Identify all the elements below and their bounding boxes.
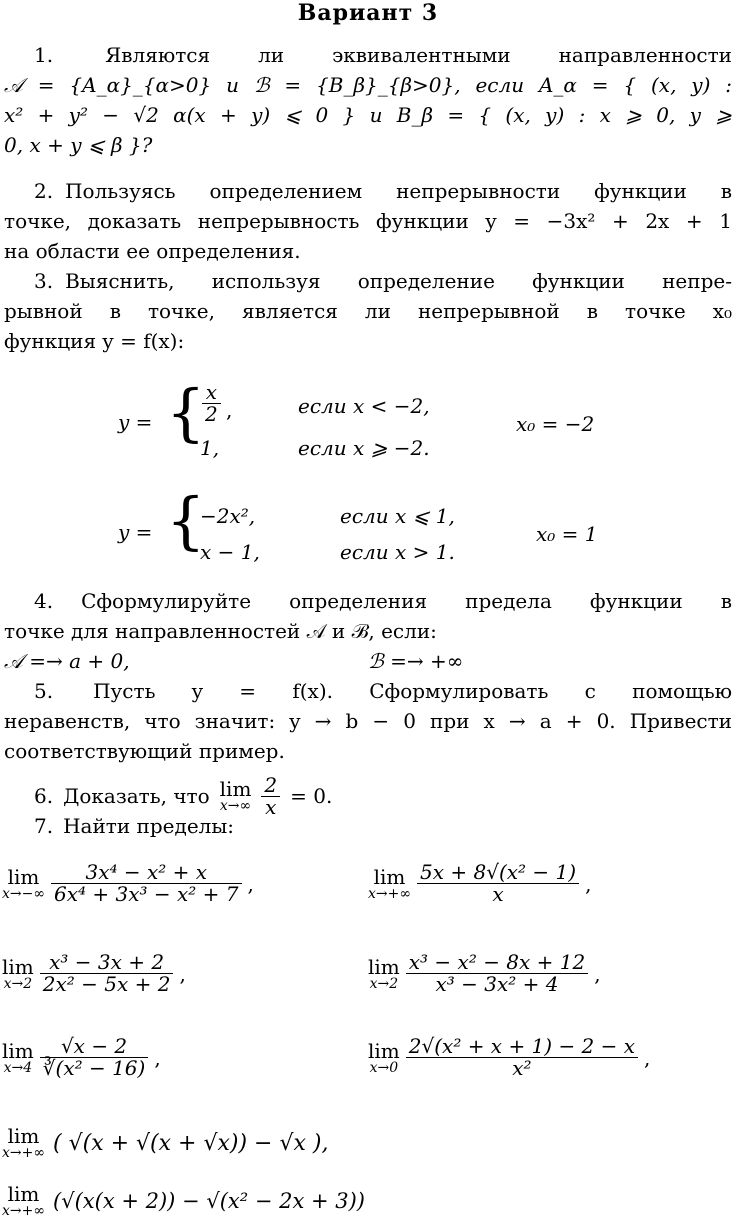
limit-operator: lim bbox=[368, 1038, 400, 1063]
system-2-case2-expr: x − 1, bbox=[200, 540, 260, 564]
limit-operator: lim bbox=[7, 1124, 40, 1148]
system-2-x0: x₀ = 1 bbox=[536, 522, 598, 546]
problem-4-left: 𝒜 =→ a + 0, bbox=[4, 649, 130, 673]
limit-item bbox=[2, 1036, 161, 1079]
fraction-numerator: √x − 2 bbox=[40, 1036, 149, 1058]
fraction-numerator: 3x⁴ − x² + x bbox=[51, 862, 241, 884]
limit-operator-group bbox=[368, 954, 400, 992]
limit-operator: lim bbox=[373, 864, 406, 889]
limit-operator: lim bbox=[7, 1182, 40, 1206]
limit-subscript: x→−∞ bbox=[2, 885, 46, 902]
fraction-denominator: x bbox=[265, 794, 277, 819]
problem-4-line2: точке для направленностей 𝒜 и ℬ, если: bbox=[4, 619, 437, 643]
page-title: Вариант 3 bbox=[297, 0, 439, 26]
problem-1-line3: x² + y² − √2 α(x + y) ⩽ 0 } и B_β = { (x, y) : x ⩾ 0, y ⩾ bbox=[4, 103, 732, 127]
piecewise-system-2 bbox=[118, 484, 638, 576]
limit-fraction bbox=[51, 862, 241, 905]
system-1-x0: x₀ = −2 bbox=[516, 412, 595, 436]
problem-2-number: 2. bbox=[34, 179, 54, 203]
problem-7-number: 7. bbox=[34, 814, 54, 838]
limit-operator-group bbox=[368, 864, 412, 902]
limit-fraction bbox=[40, 952, 174, 995]
limit-subscript: x→2 bbox=[3, 975, 33, 992]
limit-expression: (√(x(x + 2)) − √(x² − 2x + 3)) bbox=[53, 1189, 365, 1213]
limit-operator: lim bbox=[368, 954, 400, 979]
problem-2-line3: на области ее определения. bbox=[4, 239, 301, 263]
problem-4 bbox=[4, 586, 732, 676]
fraction-denominator: ∛(x² − 16) bbox=[42, 1056, 146, 1080]
system-2-brace: { bbox=[166, 484, 206, 557]
limit-operator: lim bbox=[219, 777, 252, 801]
limit-subscript: x→+∞ bbox=[2, 1203, 46, 1219]
problem-3-line1: Выяснить, используя определение функции непре- bbox=[65, 269, 732, 293]
limit-fraction bbox=[406, 1036, 638, 1079]
problem-5-line3: соответствующий пример. bbox=[4, 739, 285, 763]
system-1-case1-den: 2 bbox=[205, 402, 218, 426]
problem-2-line2: точке, доказать непрерывность функции y = −3x² + 2x + 1 bbox=[4, 209, 732, 233]
limit-item bbox=[2, 952, 186, 995]
fraction-denominator: x² bbox=[512, 1056, 532, 1080]
problem-6-limit bbox=[220, 779, 252, 813]
system-1-brace: { bbox=[166, 376, 206, 449]
system-1-case1-num: x bbox=[202, 382, 221, 404]
fraction-numerator: 2 bbox=[261, 775, 280, 797]
problem-6-tail: = 0. bbox=[290, 784, 333, 808]
limit-item bbox=[368, 862, 591, 905]
problem-1-line4: 0, x + y ⩽ β }? bbox=[4, 133, 153, 157]
system-1-case1-fraction bbox=[202, 382, 221, 425]
problem-5 bbox=[4, 676, 732, 766]
limit-item-8 bbox=[2, 1184, 365, 1218]
problem-4-right: ℬ =→ +∞ bbox=[368, 649, 464, 673]
problem-6-fraction bbox=[261, 772, 280, 819]
limit-operator: lim bbox=[7, 864, 40, 889]
limits-grid bbox=[2, 862, 734, 1112]
problem-1-number: 1. bbox=[34, 43, 54, 67]
problem-4-number: 4. bbox=[34, 589, 54, 613]
fraction-denominator: 6x⁴ + 3x³ − x² + 7 bbox=[54, 882, 239, 906]
system-2-lhs: y = bbox=[118, 520, 153, 544]
limit-fraction bbox=[406, 952, 588, 995]
limit-operator-group bbox=[2, 864, 46, 902]
limit-expression: ( √(x + √(x + √x)) − √x ), bbox=[53, 1130, 329, 1156]
problem-3-number: 3. bbox=[34, 269, 54, 293]
limit-item bbox=[2, 862, 254, 905]
limit-subscript: x→+∞ bbox=[2, 1145, 46, 1161]
limit-item bbox=[368, 952, 601, 995]
limit-operator-group bbox=[2, 1126, 45, 1160]
system-1-case1-cond: если x < −2, bbox=[298, 394, 430, 418]
fraction-denominator: 2x² − 5x + 2 bbox=[42, 972, 171, 996]
limit-subscript: x→4 bbox=[3, 1059, 33, 1076]
limit-operator: lim bbox=[2, 954, 34, 979]
problem-3 bbox=[4, 266, 732, 356]
problem-4-line1: Сформулируйте определения предела функции в bbox=[81, 589, 732, 613]
problem-2-line1: Пользуясь определением непрерывности функции в bbox=[65, 179, 732, 203]
limit-tail: , bbox=[154, 1045, 161, 1070]
fraction-numerator: x³ − 3x + 2 bbox=[40, 952, 174, 974]
fraction-numerator: 5x + 8√(x² − 1) bbox=[417, 862, 579, 884]
system-2-case1-cond: если x ⩽ 1, bbox=[340, 504, 455, 528]
limit-subscript: x→+∞ bbox=[368, 885, 412, 902]
problem-1-line2: 𝒜 = {A_α}_{α>0} и ℬ = {B_β}_{β>0}, если A_α = { (x, y) : bbox=[4, 73, 732, 97]
limit-fraction bbox=[40, 1036, 149, 1079]
problem-2 bbox=[4, 176, 732, 266]
problem-1 bbox=[4, 40, 732, 160]
system-1-lhs: y = bbox=[118, 410, 153, 434]
system-1-case1-comma: , bbox=[226, 398, 233, 422]
system-2-case2-cond: если x > 1. bbox=[340, 540, 455, 564]
problem-3-line2: рывной в точке, является ли непрерывной в точке x₀ bbox=[4, 299, 732, 323]
problem-6-number: 6. bbox=[34, 784, 54, 808]
limit-tail: , bbox=[585, 871, 592, 896]
problem-7-text: Найти пределы: bbox=[63, 814, 235, 838]
fraction-numerator: 2√(x² + x + 1) − 2 − x bbox=[406, 1036, 638, 1058]
limit-item bbox=[368, 1036, 650, 1079]
fraction-denominator: x bbox=[492, 882, 504, 906]
problem-5-line2: неравенств, что значит: y → b − 0 при x → a + 0. Привести bbox=[4, 709, 732, 733]
fraction-denominator: x³ − 3x² + 4 bbox=[435, 972, 559, 996]
limit-operator-group bbox=[368, 1038, 400, 1076]
system-2-case1-expr: −2x², bbox=[200, 504, 256, 528]
limit-operator: lim bbox=[2, 1038, 34, 1063]
limit-tail: , bbox=[179, 961, 186, 986]
limit-fraction bbox=[417, 862, 579, 905]
piecewise-system-1 bbox=[118, 376, 638, 470]
system-1-case2-cond: если x ⩾ −2. bbox=[298, 436, 430, 460]
limit-operator-group bbox=[2, 1184, 45, 1218]
limit-tail: , bbox=[247, 871, 254, 896]
problem-1-text: Являются ли эквивалентными направленности bbox=[105, 43, 732, 67]
problem-5-number: 5. bbox=[34, 679, 54, 703]
problem-7 bbox=[34, 814, 234, 838]
problem-5-line1: Пусть y = f(x). Сформулировать с помощью bbox=[93, 679, 732, 703]
system-1-case2-expr: 1, bbox=[200, 436, 220, 460]
limit-subscript: x→∞ bbox=[219, 798, 252, 814]
limit-operator-group bbox=[2, 954, 34, 992]
limit-tail: , bbox=[594, 961, 601, 986]
problem-6-text: Доказать, что bbox=[63, 784, 210, 808]
problem-3-line3: функция y = f(x): bbox=[4, 329, 185, 353]
limit-tail: , bbox=[644, 1045, 651, 1070]
fraction-numerator: x³ − x² − 8x + 12 bbox=[406, 952, 588, 974]
limit-subscript: x→0 bbox=[369, 1059, 399, 1076]
limit-operator-group bbox=[2, 1038, 34, 1076]
limit-subscript: x→2 bbox=[369, 975, 399, 992]
limit-item-7 bbox=[2, 1126, 328, 1160]
